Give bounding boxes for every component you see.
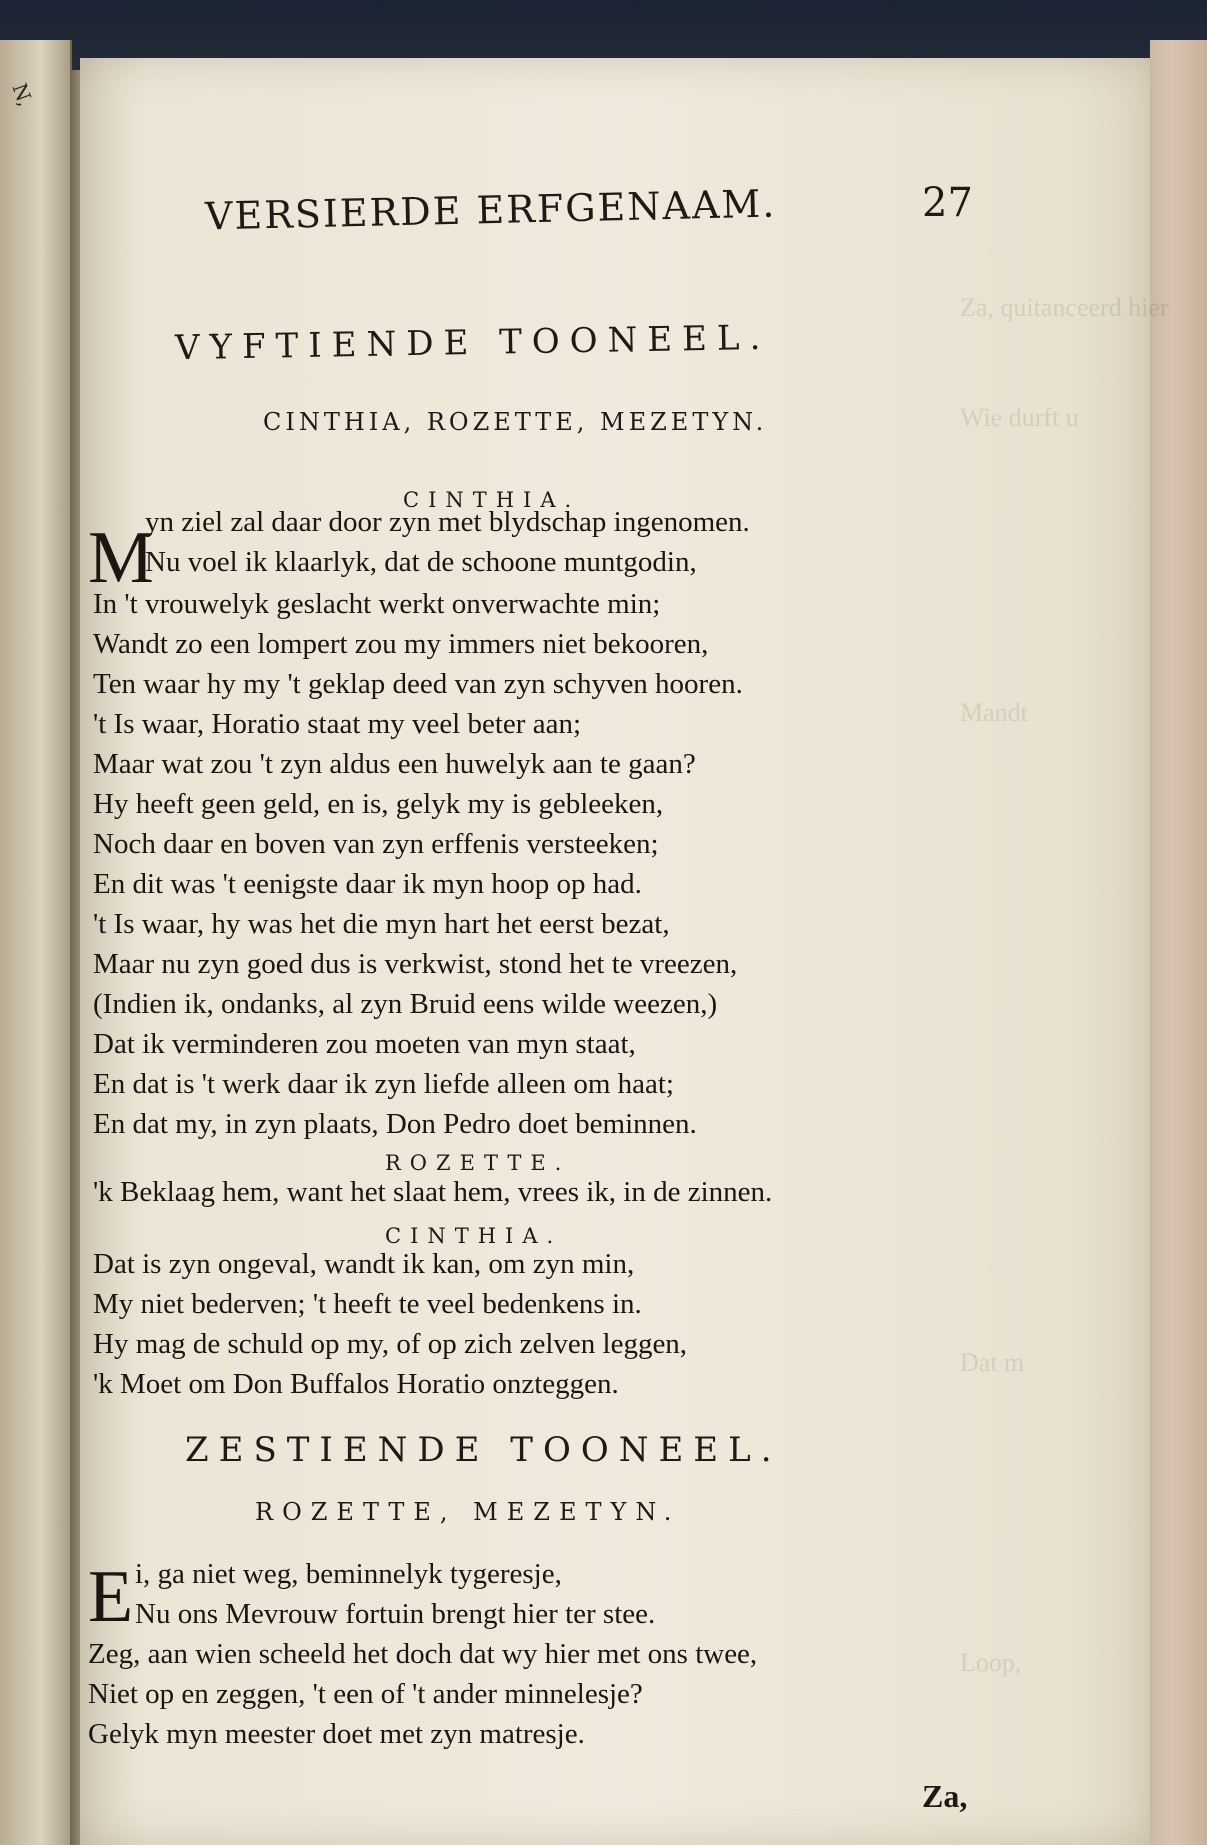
verse-line: En dit was 't eenigste daar ik myn hoop op had. xyxy=(93,868,642,900)
scene-title: ZESTIENDE TOONEEL. xyxy=(185,1430,782,1470)
show-through-text: Wie durft u xyxy=(960,403,1079,432)
page-content xyxy=(80,58,1169,1845)
verse-line: Noch daar en boven van zyn erffenis versteeken; xyxy=(93,828,659,860)
verse-line: In 't vrouwelyk geslacht werkt onverwachte min; xyxy=(93,588,661,620)
scene-title: VYFTIENDE TOONEEL. xyxy=(174,317,771,369)
verse-line: (Indien ik, ondanks, al zyn Bruid eens wilde weezen,) xyxy=(93,988,718,1020)
verse-line: 'k Moet om Don Buffalos Horatio onzteggen. xyxy=(93,1368,619,1400)
verse-line: Nu ons Mevrouw fortuin brengt hier ter stee. xyxy=(135,1598,656,1630)
verse-line: Nu voel ik klaarlyk, dat de schoone muntgodin, xyxy=(145,546,697,578)
verse-line: Dat is zyn ongeval, wandt ik kan, om zyn min, xyxy=(93,1248,635,1280)
speaker-name: CINTHIA. xyxy=(403,488,581,512)
verse-line: 'k Beklaag hem, want het slaat hem, vrees ik, in de zinnen. xyxy=(93,1176,773,1208)
verse-line: Ten waar hy my 't geklap deed van zyn schyven hooren. xyxy=(93,668,743,700)
verse-line: En dat my, in zyn plaats, Don Pedro doet beminnen. xyxy=(93,1108,697,1140)
verse-line: Wandt zo een lompert zou my immers niet bekooren, xyxy=(93,628,709,660)
verse-line: En dat is 't werk daar ik zyn liefde alleen om haat; xyxy=(93,1068,674,1100)
verse-line: 't Is waar, hy was het die myn hart het eerst bezat, xyxy=(93,908,670,940)
verse-line: Maar wat zou 't zyn aldus een huwelyk aan te gaan? xyxy=(93,748,696,780)
running-head: VERSIERDE ERFGENAAM. xyxy=(204,181,777,239)
verse-line: Maar nu zyn goed dus is verkwist, stond het te vreezen, xyxy=(93,948,738,980)
show-through-text: Loop, xyxy=(960,1648,1022,1677)
verse-line: Zeg, aan wien scheeld het doch dat wy hier met ons twee, xyxy=(88,1638,758,1670)
catchword: Za, xyxy=(922,1778,968,1814)
verse-line: i, ga niet weg, beminnelyk tygeresje, xyxy=(135,1558,562,1590)
show-through-text: Za, quitanceerd hier xyxy=(960,293,1169,322)
cast-list: CINTHIA, ROZETTE, MEZETYN. xyxy=(263,408,768,436)
verse-line: Niet op en zeggen, 't een of 't ander minnelesje? xyxy=(88,1678,643,1710)
facing-page-fragment: N, xyxy=(7,80,38,110)
cast-list: ROZETTE, MEZETYN. xyxy=(255,1498,681,1526)
verse-line: Hy heeft geen geld, en is, gelyk my is gebleeken, xyxy=(93,788,664,820)
verse-line: Gelyk myn meester doet met zyn matresje. xyxy=(88,1718,585,1750)
verse-line: 't Is waar, Horatio staat my veel beter aan; xyxy=(93,708,582,740)
show-through-text: Mandt xyxy=(960,698,1028,727)
verse-line: Dat ik verminderen zou moeten van myn staat, xyxy=(93,1028,636,1060)
verse-line: Hy mag de schuld op my, of op zich zelven leggen, xyxy=(93,1328,688,1360)
drop-capital: M xyxy=(88,517,154,599)
speaker-name: CINTHIA. xyxy=(385,1224,563,1248)
facing-page-edge xyxy=(0,40,72,1845)
show-through-text: Dat m xyxy=(960,1348,1025,1377)
page-number: 27 xyxy=(922,180,973,226)
speaker-name: ROZETTE. xyxy=(385,1151,571,1175)
verse-line: My niet bederven; 't heeft te veel bedenkens in. xyxy=(93,1288,642,1320)
verse-line: yn ziel zal daar door zyn met blydschap ingenomen. xyxy=(145,506,750,538)
drop-capital: E xyxy=(88,1556,134,1638)
